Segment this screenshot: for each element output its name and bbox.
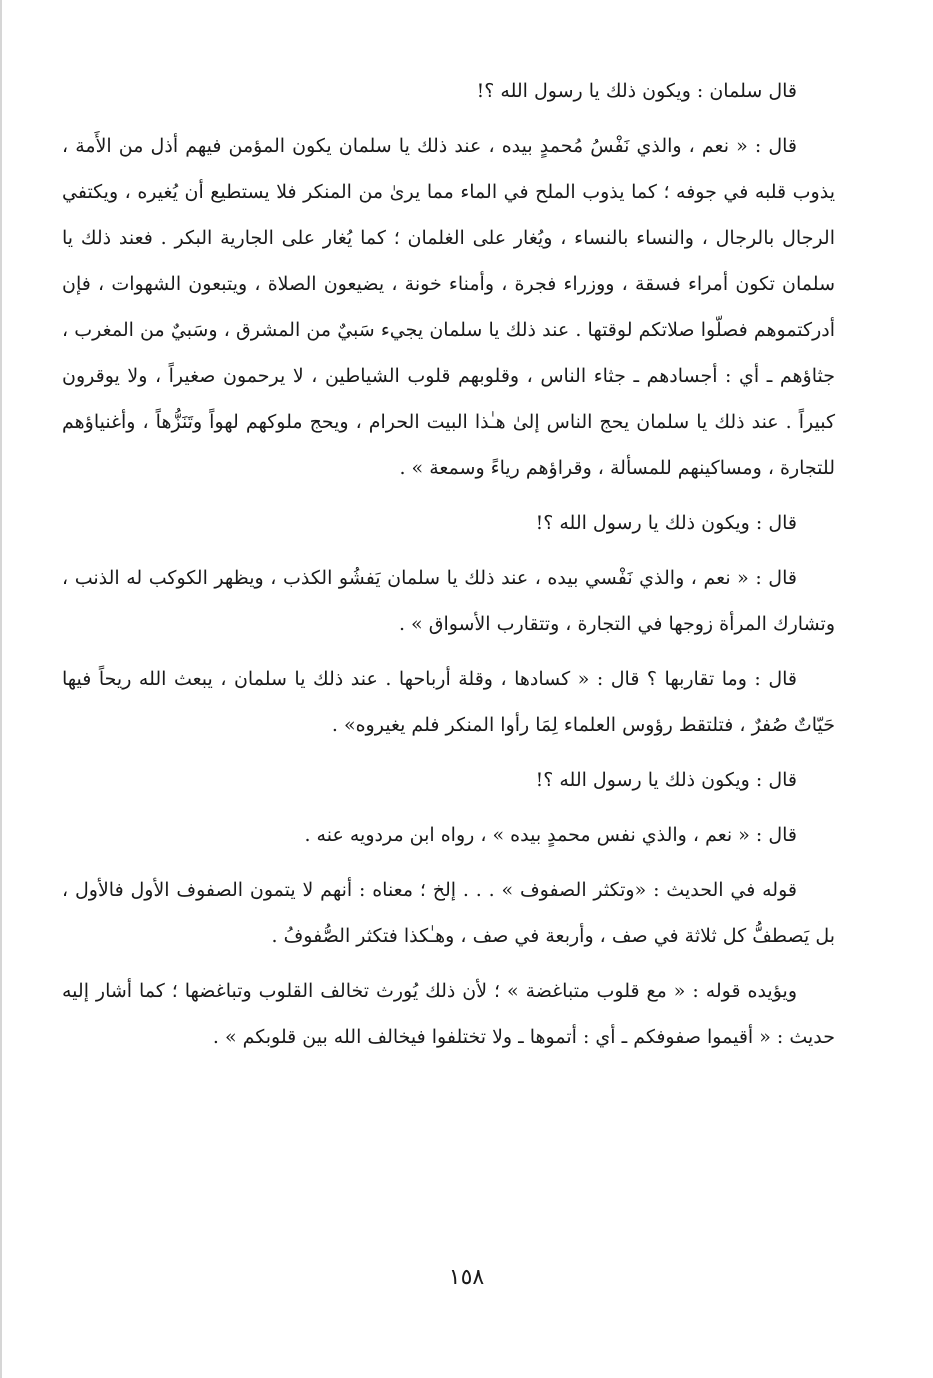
scan-edge — [0, 0, 2, 1378]
page-body — [62, 68, 835, 1069]
paragraph-salman-question: قال سلمان : ويكون ذلك يا رسول الله ؟! — [476, 80, 797, 102]
paragraph-hadith-answer-2: قال : « نعم ، والذي نَفْسي بيده ، عند ذلك يا سلمان يَفشُو الكذب ، ويظهر الكوكب له الذنب ، وتشارك المرأة زوجها في التجارة ، وتتقارب الأسواق » . — [62, 567, 835, 635]
paragraph-commentary-sufuf: قوله في الحديث : «وتكثر الصفوف » . . . إلخ ؛ معناه : أنهم لا يتمون الصفوف الأول فالأول ، بل يَصطفُّ كل ثلاثة في صف ، وأربعة في صف ، وهـٰكذا فتكثر الصُّفوفُ . — [62, 879, 835, 947]
paragraph-hadith-answer-1: قال : « نعم ، والذي نَفْسُ مُحمدٍ بيده ، عند ذلك يا سلمان يكون المؤمن فيهم أذل من الأَمة ، يذوب قلبه في جوفه ؛ كما يذوب الملح في الماء مما يرىٰ من المنكر فلا يستطيع أن يُغيره ، ويكتفي الرجال بالرجال ، والنساء بالنساء ، ويُغار على الغلمان ؛ كما يُغار على الجارية البكر . فعند ذلك يا سلمان تكون أمراء فسقة ، ووزراء فجرة ، وأمناء خونة ، يضيعون الصلاة ، ويتبعون الشهوات ، فإن أدركتموهم فصلّوا صلاتكم لوقتها . عند ذلك يا سلمان يجيء سَبيٌ من المشرق ، وسَبيٌ من المغرب ، جثاؤهم ـ أي : أجسادهم ـ جثاء الناس ، وقلوبهم قلوب الشياطين ، لا يرحمون صغيراً ، ولا يوقرون كبيراً . عند ذلك يا سلمان يحج الناس إلىٰ هـٰذا البيت الحرام ، ويحج ملوكهم لهواً وتَنَزُّهاً ، وأغنياؤهم للتجارة ، ومساكينهم للمسألة ، وقراؤهم رياءً وسمعة » . — [62, 135, 835, 479]
paragraph-hadith-answer-3: قال : « نعم ، والذي نفس محمدٍ بيده » ، رواه ابن مردويه عنه . — [304, 824, 797, 846]
paragraph-taqarub-asked: قال : وما تقاربها ؟ قال : « كسادها ، وقلة أرباحها . عند ذلك يا سلمان ، يبعث الله ريحاً فيها حَيّاتٌ صُفرٌ ، فتلتقط رؤوس العلماء لِمَا رأوا المنكر فلم يغيروه» . — [62, 668, 835, 736]
paragraph-commentary-qulub: ويؤيده قوله : « مع قلوب متباغضة » ؛ لأن ذلك يُورث تخالف القلوب وتباغضها ؛ كما أشار إليه حديث : « أقيموا صفوفكم ـ أي : أتموها ـ ولا تختلفوا فيخالف الله بين قلوبكم » . — [62, 980, 835, 1048]
paragraph-question-3: قال : ويكون ذلك يا رسول الله ؟! — [535, 769, 797, 791]
page-number: ١٥٨ — [448, 1265, 485, 1290]
paragraph-question-2: قال : ويكون ذلك يا رسول الله ؟! — [535, 512, 797, 534]
